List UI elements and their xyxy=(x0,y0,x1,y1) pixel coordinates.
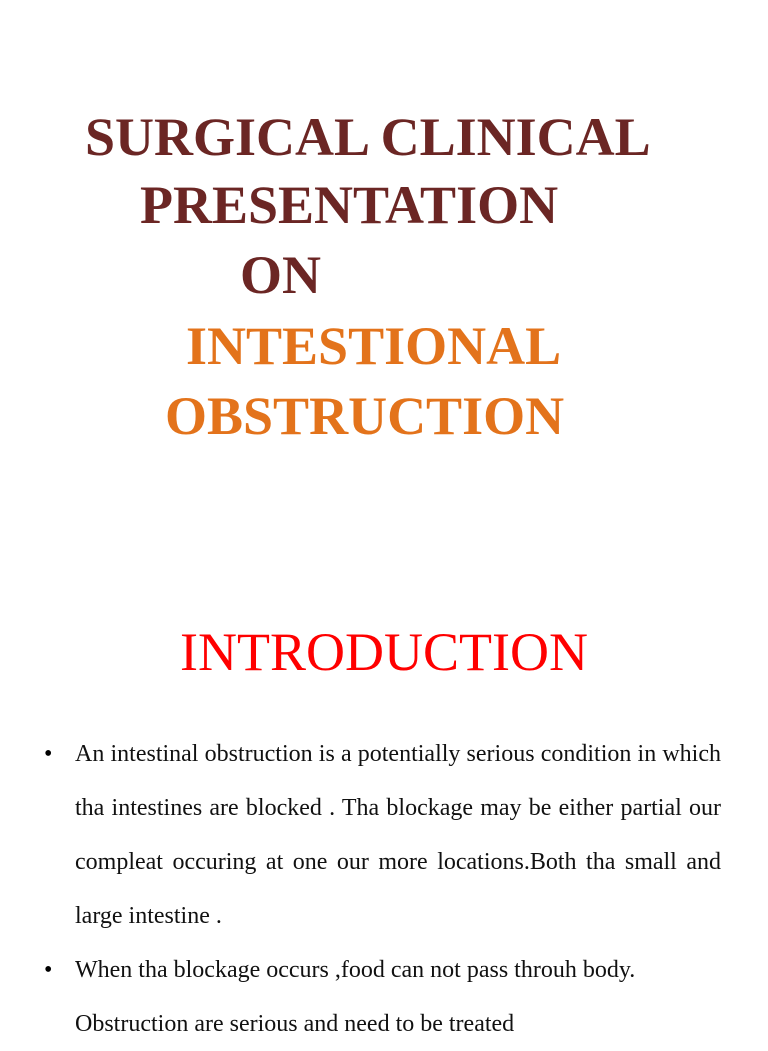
bullet-item xyxy=(44,727,721,943)
bullet-icon: • xyxy=(44,741,53,767)
bullet-text: When tha blockage occurs ,food can not pass throuh body. Obstruction are serious and need to be treated xyxy=(75,957,636,1037)
introduction-bullet-list xyxy=(44,727,721,1051)
bullet-icon: • xyxy=(44,957,53,983)
title-line-3: ON xyxy=(240,245,321,305)
introduction-heading: INTRODUCTION xyxy=(180,622,588,682)
title-line-5: OBSTRUCTION xyxy=(165,386,565,446)
bullet-text: An intestinal obstruction is a potentially serious condition in which tha intestines are blocked . Tha blockage may be either partial our compleat occuring at one our more locations.Both tha small and large intestine . xyxy=(75,741,721,929)
bullet-item xyxy=(44,943,721,1051)
title-line-4: INTESTIONAL xyxy=(186,316,562,376)
title-line-1: SURGICAL CLINICAL xyxy=(85,107,651,167)
title-line-2: PRESENTATION xyxy=(140,175,559,235)
